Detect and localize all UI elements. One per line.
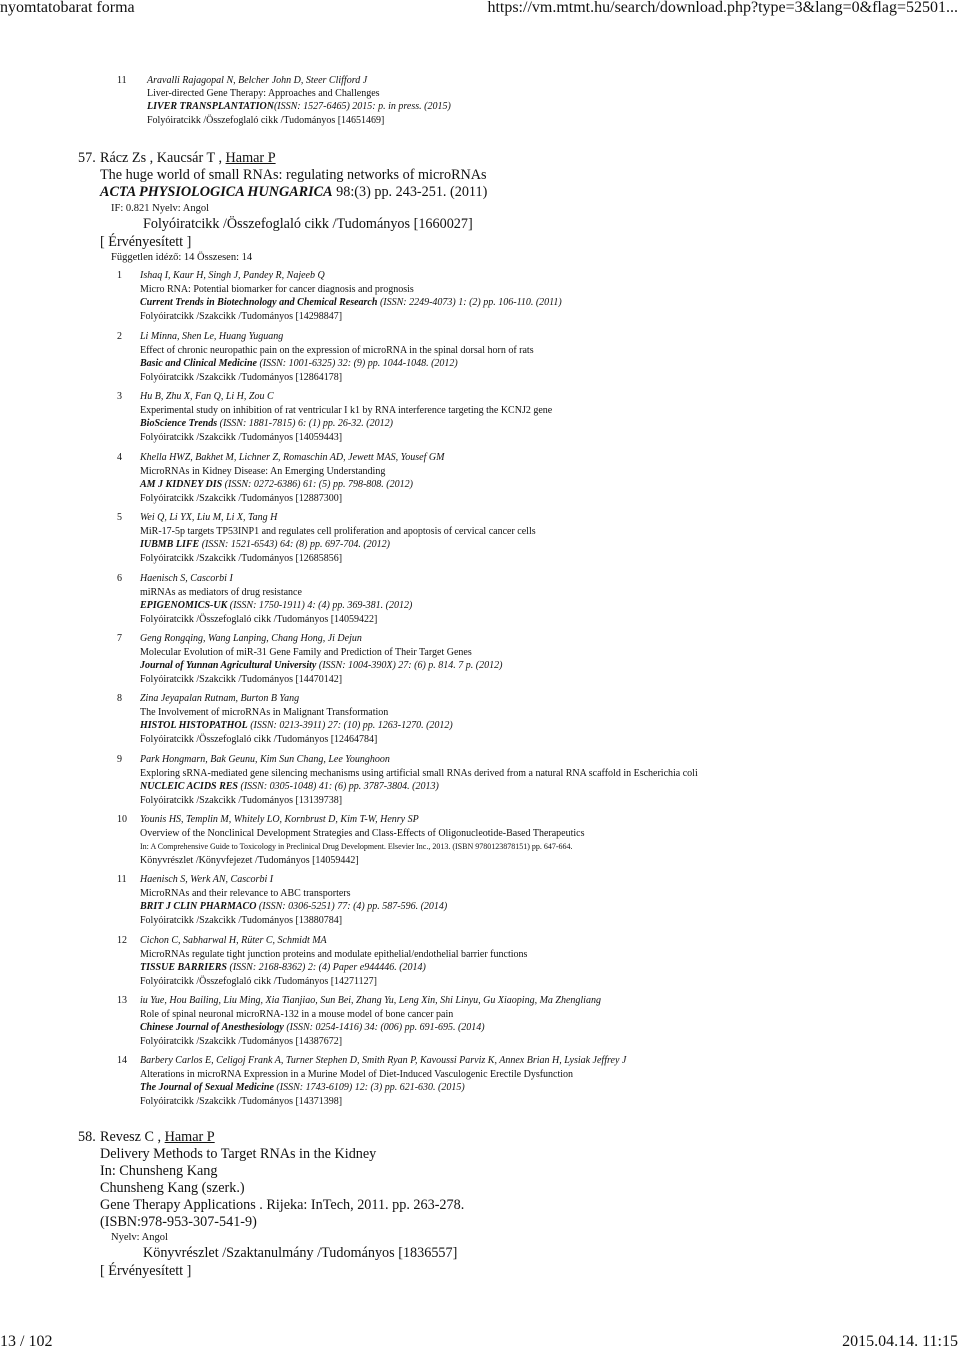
- citation-title: Liver-directed Gene Therapy: Approaches and Challenges: [147, 88, 380, 100]
- citation-journal: NUCLEIC ACIDS RES: [140, 781, 238, 793]
- citation-type: Folyóiratcikk /Szakcikk /Tudományos [13880784]: [140, 915, 343, 927]
- citation-type: Folyóiratcikk /Szakcikk /Tudományos [13139738]: [140, 795, 343, 807]
- citation-type: Folyóiratcikk /Szakcikk /Tudományos [14387672]: [140, 1036, 343, 1048]
- citation-authors: Hu B, Zhu X, Fan Q, Li H, Zou C: [140, 391, 274, 402]
- citation-type: Folyóiratcikk /Összefoglaló cikk /Tudományos [14059422]: [140, 614, 378, 626]
- publication-authors: Rácz Zs , Kaucsár T ,: [100, 150, 226, 166]
- citation-type: Folyóiratcikk /Összefoglaló cikk /Tudományos [14651469]: [147, 114, 385, 126]
- citation-title: Overview of the Nonclinical Development Strategies and Class-Effects of Oligonucleotide-Based Therapeutics: [140, 827, 585, 839]
- citation-title: MicroRNAs in Kidney Disease: An Emerging Understanding: [140, 465, 386, 477]
- publication-type: Folyóiratcikk /Összefoglaló cikk /Tudományos [1660027]: [143, 216, 473, 232]
- page-header: [0, 0, 960, 22]
- citation-authors: Wei Q, Li YX, Liu M, Li X, Tang H: [140, 512, 278, 523]
- citation-authors: Barbery Carlos E, Celigoj Frank A, Turner Stephen D, Smith Ryan P, Kavoussi Parviz K, Annex Brian H, Lysiak Jeffrey J: [140, 1055, 627, 1066]
- publication-type: Könyvrészlet /Szaktanulmány /Tudományos [1836557]: [143, 1245, 458, 1261]
- citation-title: The Involvement of microRNAs in Malignant Transformation: [140, 706, 389, 718]
- citation-source: (ISSN: 1004-390X) 27: (6) p. 814. 7 p. (2012): [316, 660, 503, 672]
- citation-journal: BRIT J CLIN PHARMACO: [140, 901, 257, 913]
- header-title: nyomtatobarat forma: [0, 0, 135, 16]
- citation-source: In: A Comprehensive Guide to Toxicology in Preclinical Drug Development. Elsevier Inc., 2013. (ISBN 9780123878151) pp. 647-664.: [140, 842, 573, 852]
- citation-title: Role of spinal neuronal microRNA-132 in a mouse model of bone cancer pain: [140, 1008, 454, 1020]
- citation-authors: Park Hongmarn, Bak Geunu, Kim Sun Chang, Lee Younghoon: [140, 754, 390, 765]
- citation-journal: TISSUE BARRIERS: [140, 962, 227, 974]
- publication-meta: Nyelv: Angol: [111, 1232, 168, 1243]
- citation-authors: Aravalli Rajagopal N, Belcher John D, Steer Clifford J: [147, 75, 368, 86]
- citation-authors: Ishaq I, Kaur H, Singh J, Pandey R, Najeeb Q: [140, 270, 325, 281]
- citation-title: Exploring sRNA-mediated gene silencing mechanisms using artificial small RNAs derived from a natural RNA scaffold in Escherichia coli: [140, 767, 698, 779]
- print-timestamp: 2015.04.14. 11:15: [842, 1333, 958, 1350]
- citation-type: Folyóiratcikk /Szakcikk /Tudományos [14059443]: [140, 432, 343, 444]
- citation-source: (ISSN: 2249-4073) 1: (2) pp. 106-110. (2011): [377, 297, 562, 309]
- citation-source: (ISSN: 1521-6543) 64: (8) pp. 697-704. (2012): [199, 539, 390, 551]
- citation-number: 5: [117, 512, 122, 523]
- citation-type: Könyvrészlet /Könyvfejezet /Tudományos [14059442]: [140, 855, 359, 867]
- citation-title: miRNAs as mediators of drug resistance: [140, 586, 302, 598]
- citation-journal: Journal of Yunnan Agricultural University: [140, 660, 317, 672]
- citation-number: 10: [117, 814, 127, 825]
- publication-number: 58.: [78, 1129, 96, 1145]
- citation-source: (ISSN: 1527-6465) 2015: p. in press. (2015): [273, 101, 451, 113]
- citation-journal: Chinese Journal of Anesthesiology: [140, 1022, 284, 1034]
- citation-source: (ISSN: 1743-6109) 12: (3) pp. 621-630. (2015): [273, 1082, 465, 1094]
- publication-source: 98:(3) pp. 243-251. (2011): [332, 184, 488, 200]
- citation-title: Effect of chronic neuropathic pain on the expression of microRNA in the spinal dorsal horn of rats: [140, 344, 534, 356]
- citation-journal: AM J KIDNEY DIS: [140, 479, 223, 491]
- citation-title: Micro RNA: Potential biomarker for cancer diagnosis and prognosis: [140, 283, 414, 295]
- citation-number: 11: [117, 874, 127, 885]
- citation-authors: Haenisch S, Cascorbi I: [140, 573, 233, 584]
- citation-title: MicroRNAs regulate tight junction proteins and modulate epithelial/endothelial barrier functions: [140, 948, 528, 960]
- citation-type: Folyóiratcikk /Szakcikk /Tudományos [12864178]: [140, 372, 343, 384]
- citation-number: 14: [117, 1055, 127, 1066]
- citation-authors: Khella HWZ, Bakhet M, Lichner Z, Romaschin AD, Jewett MAS, Yousef GM: [140, 452, 445, 463]
- publication-journal: ACTA PHYSIOLOGICA HUNGARICA: [100, 184, 333, 200]
- validated-badge: [ Érvényesített ]: [100, 234, 192, 250]
- citation-number: 7: [117, 633, 122, 644]
- citation-type: Folyóiratcikk /Szakcikk /Tudományos [12685856]: [140, 553, 343, 565]
- citation-number: 13: [117, 995, 127, 1006]
- citation-count: Független idéző: 14 Összesen: 14: [111, 252, 253, 263]
- publication-authors: Revesz C ,: [100, 1129, 165, 1145]
- citation-title: Alterations in microRNA Expression in a Murine Model of Diet-Induced Vasculogenic Erectile Dysfunction: [140, 1068, 574, 1080]
- citation-source: (ISSN: 1001-6325) 32: (9) pp. 1044-1048. (2012): [256, 358, 458, 370]
- citation-journal: The Journal of Sexual Medicine: [140, 1082, 274, 1094]
- citation-number: 6: [117, 573, 122, 584]
- citation-type: Folyóiratcikk /Szakcikk /Tudományos [14470142]: [140, 674, 343, 686]
- citation-source: (ISSN: 1750-1911) 4: (4) pp. 369-381. (2012): [227, 600, 413, 612]
- publication-title: Delivery Methods to Target RNAs in the Kidney: [100, 1146, 377, 1162]
- citation-source: (ISSN: 0213-3911) 27: (10) pp. 1263-1270. (2012): [247, 720, 453, 732]
- publication-in: In: Chunsheng Kang: [100, 1163, 218, 1179]
- citation-number: 12: [117, 935, 127, 946]
- publication-editor: Chunsheng Kang (szerk.): [100, 1180, 245, 1196]
- citation-source: (ISSN: 1881-7815) 6: (1) pp. 26-32. (2012): [217, 418, 393, 430]
- citation-number: 11: [117, 75, 127, 86]
- validated-badge: [ Érvényesített ]: [100, 1263, 192, 1279]
- header-url[interactable]: https://vm.mtmt.hu/search/download.php?type=3&lang=0&flag=52501...: [487, 0, 958, 16]
- page-counter: 13 / 102: [0, 1333, 53, 1350]
- citation-number: 4: [117, 452, 122, 463]
- citation-authors: iu Yue, Hou Bailing, Liu Ming, Xia Tianjiao, Sun Bei, Zhang Yu, Leng Xin, Shi Linyu, Gu Xiaoping, Ma Zhengliang: [140, 995, 601, 1006]
- author-link-hamar[interactable]: Hamar P: [225, 150, 276, 166]
- citation-journal: LIVER TRANSPLANTATION: [147, 101, 274, 113]
- author-link-hamar[interactable]: Hamar P: [164, 1129, 215, 1145]
- citation-type: Folyóiratcikk /Összefoglaló cikk /Tudományos [14271127]: [140, 976, 378, 988]
- citation-journal: Current Trends in Biotechnology and Chemical Research: [140, 297, 378, 309]
- page-footer: [0, 1331, 960, 1353]
- citation-type: Folyóiratcikk /Szakcikk /Tudományos [14371398]: [140, 1096, 343, 1108]
- citation-source: (ISSN: 2168-8362) 2: (4) Paper e944446. (2014): [227, 962, 426, 974]
- citation-source: (ISSN: 0305-1048) 41: (6) pp. 3787-3804. (2013): [238, 781, 439, 793]
- citation-type: Folyóiratcikk /Összefoglaló cikk /Tudományos [12464784]: [140, 734, 378, 746]
- citation-source: (ISSN: 0272-6386) 61: (5) pp. 798-808. (2012): [222, 479, 413, 491]
- citation-number: 3: [117, 391, 122, 402]
- citation-title: Molecular Evolution of miR-31 Gene Family and Prediction of Their Target Genes: [140, 646, 472, 658]
- citation-number: 1: [117, 270, 122, 281]
- citation-authors: Li Minna, Shen Le, Huang Yuguang: [140, 331, 284, 342]
- citation-authors: Haenisch S, Werk AN, Cascorbi I: [140, 874, 274, 885]
- publication-number: 57.: [78, 150, 96, 166]
- citation-authors: Geng Rongqing, Wang Lanping, Chang Hong, Ji Dejun: [140, 633, 362, 644]
- citation-source: (ISSN: 0254-1416) 34: (006) pp. 691-695. (2014): [283, 1022, 485, 1034]
- citation-number: 8: [117, 693, 122, 704]
- citation-journal: EPIGENOMICS-UK: [140, 600, 228, 612]
- publication-title: The huge world of small RNAs: regulating networks of microRNAs: [100, 167, 487, 183]
- publication-book: Gene Therapy Applications . Rijeka: InTech, 2011. pp. 263-278.: [100, 1197, 465, 1213]
- citation-journal: IUBMB LIFE: [140, 539, 200, 551]
- publication-meta: IF: 0.821 Nyelv: Angol: [111, 203, 210, 214]
- publication-isbn: (ISBN:978-953-307-541-9): [100, 1214, 257, 1230]
- citation-number: 2: [117, 331, 122, 342]
- citation-source: (ISSN: 0306-5251) 77: (4) pp. 587-596. (2014): [256, 901, 448, 913]
- citation-authors: Cichon C, Sabharwal H, Rüter C, Schmidt MA: [140, 935, 327, 946]
- citation-title: MicroRNAs and their relevance to ABC transporters: [140, 887, 351, 899]
- citation-journal: HISTOL HISTOPATHOL: [140, 720, 248, 732]
- citation-journal: Basic and Clinical Medicine: [140, 358, 257, 370]
- citation-journal: BioScience Trends: [140, 418, 218, 430]
- citation-type: Folyóiratcikk /Szakcikk /Tudományos [14298847]: [140, 311, 343, 323]
- citation-title: MiR-17-5p targets TP53INP1 and regulates cell proliferation and apoptosis of cervical cancer cells: [140, 525, 536, 537]
- citation-authors: Younis HS, Templin M, Whitely LO, Kornbrust D, Kim T-W, Henry SP: [140, 814, 419, 825]
- citation-title: Experimental study on inhibition of rat ventricular I k1 by RNA interference targeting the KCNJ2 gene: [140, 404, 553, 416]
- citation-number: 9: [117, 754, 122, 765]
- citation-authors: Zina Jeyapalan Rutnam, Burton B Yang: [140, 693, 300, 704]
- citation-type: Folyóiratcikk /Szakcikk /Tudományos [12887300]: [140, 493, 343, 505]
